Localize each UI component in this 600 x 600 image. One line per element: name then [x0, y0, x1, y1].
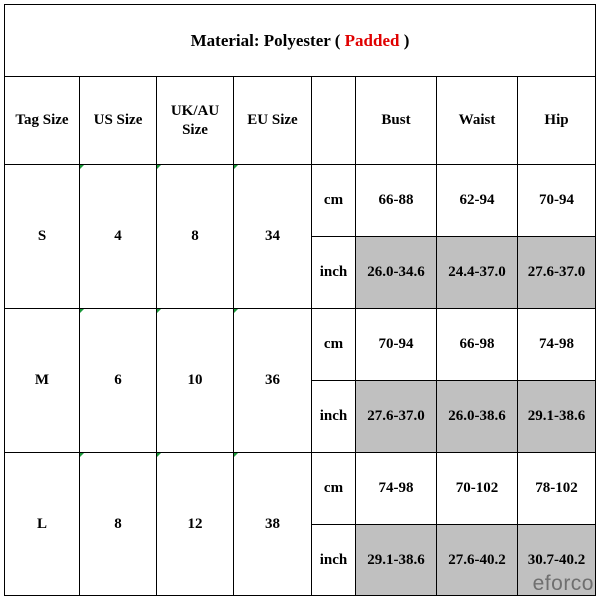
cell-marker-icon [234, 453, 238, 457]
size-row-m-eu: 36 [233, 308, 312, 453]
size-row-m-inch-label: inch [311, 380, 356, 453]
header-unit [311, 76, 356, 165]
size-row-l-tag: L [4, 452, 80, 596]
size-row-m-waist-inch: 26.0-38.6 [436, 380, 518, 453]
size-row-m-us: 6 [79, 308, 157, 453]
size-row-s-inch-label: inch [311, 236, 356, 309]
size-row-l-bust-inch: 29.1-38.6 [355, 524, 437, 596]
size-row-s-waist-cm: 62-94 [436, 164, 518, 237]
header-waist: Waist [436, 76, 518, 165]
size-row-s-bust-cm: 66-88 [355, 164, 437, 237]
size-row-l-eu: 38 [233, 452, 312, 596]
size-row-l-inch-label: inch [311, 524, 356, 596]
size-row-m-bust-inch: 27.6-37.0 [355, 380, 437, 453]
cell-marker-icon [80, 453, 84, 457]
size-row-m-waist-cm: 66-98 [436, 308, 518, 381]
watermark-logo: eforco [532, 572, 594, 595]
size-row-l-waist-inch: 27.6-40.2 [436, 524, 518, 596]
size-row-l-cm-label: cm [311, 452, 356, 525]
size-row-m-cm-label: cm [311, 308, 356, 381]
size-row-l-hip-cm: 78-102 [517, 452, 596, 525]
size-row-s-hip-cm: 70-94 [517, 164, 596, 237]
size-row-s-ukau: 8 [156, 164, 234, 309]
size-row-s-hip-inch: 27.6-37.0 [517, 236, 596, 309]
header-hip: Hip [517, 76, 596, 165]
size-row-l-bust-cm: 74-98 [355, 452, 437, 525]
size-row-m-tag: M [4, 308, 80, 453]
cell-marker-icon [157, 165, 161, 169]
cell-marker-icon [234, 165, 238, 169]
size-row-m-hip-inch: 29.1-38.6 [517, 380, 596, 453]
header-bust: Bust [355, 76, 437, 165]
cell-marker-icon [157, 453, 161, 457]
size-row-m-hip-cm: 74-98 [517, 308, 596, 381]
size-chart-table [4, 4, 596, 596]
cell-marker-icon [80, 165, 84, 169]
title-suffix: ) [399, 30, 410, 50]
header-ukau-size: UK/AU Size [156, 76, 234, 165]
size-row-l-ukau: 12 [156, 452, 234, 596]
size-row-s-bust-inch: 26.0-34.6 [355, 236, 437, 309]
header-eu-size: EU Size [233, 76, 312, 165]
size-row-m-ukau: 10 [156, 308, 234, 453]
header-us-size: US Size [79, 76, 157, 165]
size-row-l-waist-cm: 70-102 [436, 452, 518, 525]
table-title [4, 4, 596, 77]
cell-marker-icon [157, 309, 161, 313]
size-row-m-bust-cm: 70-94 [355, 308, 437, 381]
size-row-s-eu: 34 [233, 164, 312, 309]
size-row-s-waist-inch: 24.4-37.0 [436, 236, 518, 309]
size-row-l-us: 8 [79, 452, 157, 596]
header-tag-size: Tag Size [4, 76, 80, 165]
cell-marker-icon [234, 309, 238, 313]
size-row-l-hip-inch: 30.7-40.2 [517, 524, 596, 596]
size-row-s-cm-label: cm [311, 164, 356, 237]
title-prefix: Material: Polyester ( [190, 30, 345, 50]
title-highlight: Padded [344, 30, 400, 50]
size-row-s-tag: S [4, 164, 80, 309]
cell-marker-icon [80, 309, 84, 313]
size-row-s-us: 4 [79, 164, 157, 309]
